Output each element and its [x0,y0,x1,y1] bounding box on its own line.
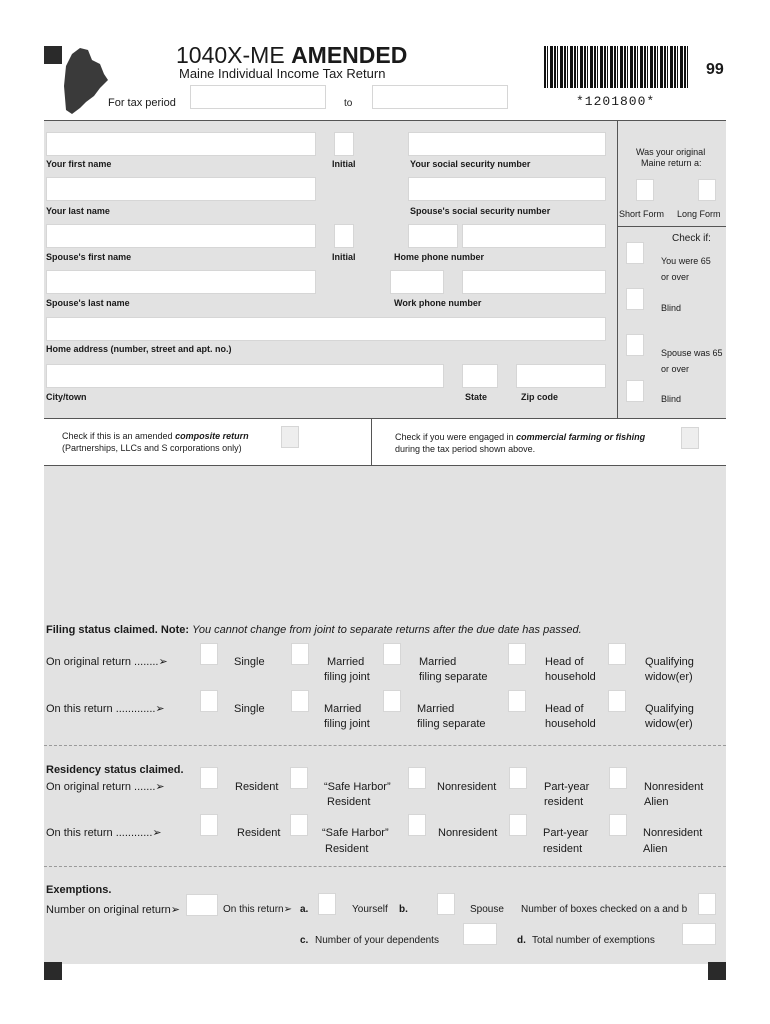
total-exemptions-input[interactable] [682,923,716,945]
sidebar-rule [617,226,726,227]
spouse-initial-input[interactable] [334,224,354,248]
filing-this-hoh-1: Head of [545,703,584,715]
spouse-65-label-2: or over [661,364,690,374]
filing-original-hoh-2: household [545,671,596,683]
filing-original-mfs-1: Married [419,656,457,668]
boxes-checked-label: Number of boxes checked on a and b [521,904,688,915]
filing-divider [44,745,726,746]
check-band-divider [371,418,372,466]
residency-heading: Residency status claimed. [46,764,184,776]
filing-this-mfs-2: filing separate [417,718,486,730]
residency-original-row-label: On original return .......➢ [46,781,165,793]
original-return-question-1: Was your original [636,147,706,157]
filing-original-mfs-2: filing separate [419,671,488,683]
exemptions-heading: Exemptions. [46,884,112,896]
city-label: City/town [46,392,87,402]
home-phone-input[interactable] [462,224,606,248]
residency-this-safe-1: “Safe Harbor” [322,827,389,839]
spouse-first-name-input[interactable] [46,224,316,248]
initial-label: Initial [332,159,356,169]
spouse-65-label-1: Spouse was 65 [661,348,723,358]
filing-this-mfs-checkbox[interactable] [383,690,401,712]
filing-heading-bold: Filing status claimed. Note: [46,624,190,636]
residency-this-alien-1: Nonresident [643,827,703,839]
filing-original-qw-1: Qualifying [645,656,694,668]
maine-map-icon [60,46,110,116]
filing-original-single-checkbox[interactable] [200,643,218,665]
residency-this-part-1: Part-year [543,827,589,839]
spouse-ssn-input[interactable] [408,177,606,201]
filing-this-mfj-2: filing joint [324,718,370,730]
blind-checkbox[interactable] [626,288,644,310]
form-number: 1040X-ME [176,42,285,68]
city-input[interactable] [46,364,444,388]
residency-original-part-1: Part-year [544,781,590,793]
residency-this-nonresident-checkbox[interactable] [408,814,426,836]
form-amended: AMENDED [291,42,408,68]
age-65-checkbox[interactable] [626,242,644,264]
residency-original-nonresident-checkbox[interactable] [408,767,426,789]
filing-original-mfj-checkbox[interactable] [291,643,309,665]
tax-period-end-input[interactable] [372,85,508,109]
work-phone-label: Work phone number [394,298,482,308]
residency-original-alien-checkbox[interactable] [609,767,627,789]
first-name-input[interactable] [46,132,316,156]
filing-original-hoh-checkbox[interactable] [508,643,526,665]
dependents-input[interactable] [463,923,497,945]
form-subtitle: Maine Individual Income Tax Return [179,66,386,81]
residency-this-safe-checkbox[interactable] [290,814,308,836]
farming-line2: during the tax period shown above. [395,444,536,454]
filing-this-single-checkbox[interactable] [200,690,218,712]
spouse-first-name-label: Spouse's first name [46,252,132,262]
filing-this-hoh-checkbox[interactable] [508,690,526,712]
tax-year: 99 [706,61,724,78]
first-name-label: Your first name [46,159,112,169]
spouse-label: Spouse [470,904,504,915]
filing-this-qw-checkbox[interactable] [608,690,626,712]
age-65-label-1: You were 65 [661,256,711,266]
work-phone-area-input[interactable] [390,270,444,294]
exemption-b-marker: b. [399,904,408,915]
yourself-checkbox[interactable] [318,893,336,915]
filing-original-mfs-checkbox[interactable] [383,643,401,665]
state-label: State [465,392,488,402]
filing-this-qw-1: Qualifying [645,703,694,715]
last-name-input[interactable] [46,177,316,201]
filing-original-hoh-1: Head of [545,656,584,668]
filing-this-hoh-2: household [545,718,596,730]
spouse-blind-checkbox[interactable] [626,380,644,402]
filing-this-mfs-1: Married [417,703,455,715]
residency-divider [44,866,726,867]
short-form-label: Short Form [619,209,665,219]
spouse-last-name-input[interactable] [46,270,316,294]
ssn-input[interactable] [408,132,606,156]
spouse-ssn-label: Spouse's social security number [410,206,551,216]
barcode [544,46,688,88]
residency-original-nonresident: Nonresident [437,781,497,793]
residency-original-resident: Resident [235,781,279,793]
filing-original-single: Single [234,656,265,668]
residency-this-alien-2: Alien [643,843,668,855]
residency-original-part-2: resident [544,796,584,808]
boxes-checked-input[interactable] [698,893,716,915]
to-label: to [344,98,353,109]
farming-text-em: commercial farming or fishing [516,432,646,442]
filing-this-mfj-1: Married [324,703,362,715]
filing-this-row-label: On this return .............➢ [46,703,165,715]
original-return-question-2: Maine return a: [641,158,702,168]
residency-this-nonresident: Nonresident [438,827,498,839]
home-address-label: Home address (number, street and apt. no.) [46,344,232,354]
composite-text-em: composite return [175,431,249,441]
composite-text-pre: Check if this is an amended [62,431,176,441]
residency-this-resident-checkbox[interactable] [200,814,218,836]
form-title [176,42,407,68]
filing-this-qw-2: widow(er) [645,718,693,730]
composite-line2: (Partnerships, LLCs and S corporations only) [62,443,242,453]
blind-label: Blind [661,303,682,313]
exemption-d-marker: d. [517,935,526,946]
residency-this-safe-2: Resident [325,843,369,855]
spouse-blind-label: Blind [661,394,682,404]
residency-original-safe-checkbox[interactable] [290,767,308,789]
exemption-a-marker: a. [300,904,309,915]
initial-input[interactable] [334,132,354,156]
spouse-last-name-label: Spouse's last name [46,298,130,308]
tax-period-label: For tax period [108,97,176,109]
spouse-initial-label: Initial [332,252,356,262]
registration-mark-bottom-right [708,962,726,980]
exemptions-original-input[interactable] [186,894,218,916]
exemption-c-marker: c. [300,935,309,946]
residency-this-part-checkbox[interactable] [509,814,527,836]
residency-original-alien-1: Nonresident [644,781,704,793]
home-address-input[interactable] [46,317,606,341]
exemptions-original-label: Number on original return➢ [46,904,180,916]
long-form-checkbox[interactable] [698,179,716,201]
work-phone-input[interactable] [462,270,606,294]
home-phone-area-input[interactable] [408,224,458,248]
last-name-label: Your last name [46,206,110,216]
composite-return-checkbox[interactable] [281,426,299,448]
filing-heading-note: You cannot change from joint to separate returns after the due date has passed. [192,624,582,636]
residency-this-part-2: resident [543,843,583,855]
barcode-text: *1201800* [576,94,656,109]
zip-label: Zip code [521,392,559,402]
home-phone-label: Home phone number [394,252,485,262]
short-form-checkbox[interactable] [636,179,654,201]
filing-original-qw-2: widow(er) [645,671,693,683]
residency-original-safe-2: Resident [327,796,371,808]
residency-this-alien-checkbox[interactable] [609,814,627,836]
filing-original-mfj-2: filing joint [324,671,370,683]
state-input[interactable] [462,364,498,388]
farming-text-pre: Check if you were engaged in [395,432,517,442]
ssn-label: Your social security number [410,159,531,169]
sidebar-divider [617,120,618,418]
zip-input[interactable] [516,364,606,388]
filing-original-mfj-1: Married [327,656,365,668]
residency-this-resident: Resident [237,827,281,839]
registration-mark-bottom-left [44,962,62,980]
yourself-label: Yourself [352,904,388,915]
dependents-label: Number of your dependents [315,935,439,946]
spouse-checkbox[interactable] [437,893,455,915]
filing-original-qw-checkbox[interactable] [608,643,626,665]
filing-original-row-label: On original return ........➢ [46,656,168,668]
residency-this-row-label: On this return ............➢ [46,827,162,839]
residency-original-alien-2: Alien [644,796,669,808]
long-form-label: Long Form [677,209,721,219]
farming-checkbox[interactable] [681,427,699,449]
filing-this-mfj-checkbox[interactable] [291,690,309,712]
panel-top-rule [44,120,726,121]
check-if-label: Check if: [672,233,711,244]
filing-this-single: Single [234,703,265,715]
total-exemptions-label: Total number of exemptions [532,935,655,946]
spouse-65-checkbox[interactable] [626,334,644,356]
residency-original-part-checkbox[interactable] [509,767,527,789]
farming-text [395,431,645,443]
age-65-label-2: or over [661,272,690,282]
tax-period-start-input[interactable] [190,85,326,109]
composite-text [62,430,249,442]
residency-original-resident-checkbox[interactable] [200,767,218,789]
residency-original-safe-1: “Safe Harbor” [324,781,391,793]
filing-heading [46,623,582,638]
exemptions-this-return-label: On this return➢ [223,904,292,915]
